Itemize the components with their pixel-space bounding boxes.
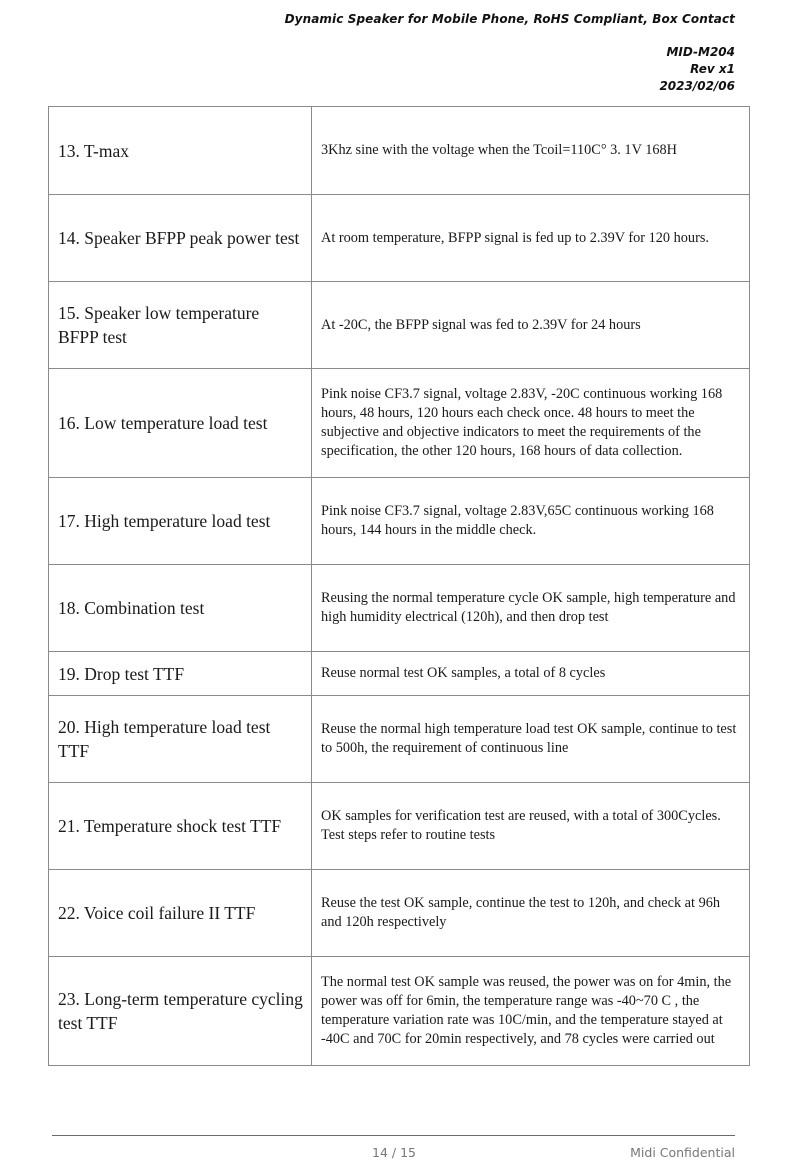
table-row <box>49 107 750 195</box>
table-row <box>49 369 750 478</box>
table-row <box>49 282 750 369</box>
table-row <box>49 652 750 696</box>
confidential-label: Midi Confidential <box>630 1145 735 1160</box>
test-name: 23. Long-term temperature cycling test TTF <box>49 957 312 1066</box>
test-description: The normal test OK sample was reused, the power was on for 4min, the power was off for 6min, the temperature range was -40~70 C , the temperature variation rate was 10C/min, and the temperature stayed at -40C and 70C for 20min respectively, and 78 cycles were carried out <box>312 957 750 1066</box>
test-name: 14. Speaker BFPP peak power test <box>49 195 312 282</box>
test-description: Reuse the test OK sample, continue the test to 120h, and check at 96h and 120h respectively <box>312 870 750 957</box>
document-id: MID-M204 <box>666 45 735 59</box>
test-name: 16. Low temperature load test <box>49 369 312 478</box>
test-description: Reuse the normal high temperature load test OK sample, continue to test to 500h, the requirement of continuous line <box>312 696 750 783</box>
table-row <box>49 696 750 783</box>
test-description: At room temperature, BFPP signal is fed up to 2.39V for 120 hours. <box>312 195 750 282</box>
test-name: 19. Drop test TTF <box>49 652 312 696</box>
footer-divider <box>52 1135 735 1136</box>
document-date: 2023/02/06 <box>659 79 735 93</box>
test-description: 3Khz sine with the voltage when the Tcoil=110C° 3. 1V 168H <box>312 107 750 195</box>
table-row <box>49 870 750 957</box>
test-name: 20. High temperature load test TTF <box>49 696 312 783</box>
page-number: 14 / 15 <box>372 1145 416 1160</box>
document-meta <box>285 44 735 95</box>
test-name: 15. Speaker low temperature BFPP test <box>49 282 312 369</box>
table-row <box>49 195 750 282</box>
table-row <box>49 565 750 652</box>
table-row <box>49 783 750 870</box>
document-header <box>285 12 735 95</box>
test-name: 22. Voice coil failure II TTF <box>49 870 312 957</box>
test-description: Reuse normal test OK samples, a total of 8 cycles <box>312 652 750 696</box>
test-description: OK samples for verification test are reused, with a total of 300Cycles. Test steps refer to routine tests <box>312 783 750 870</box>
document-revision: Rev x1 <box>690 62 735 76</box>
test-description: At -20C, the BFPP signal was fed to 2.39V for 24 hours <box>312 282 750 369</box>
test-name: 17. High temperature load test <box>49 478 312 565</box>
test-spec-table <box>48 106 750 1066</box>
test-description: Pink noise CF3.7 signal, voltage 2.83V,65C continuous working 168 hours, 144 hours in the middle check. <box>312 478 750 565</box>
test-name: 18. Combination test <box>49 565 312 652</box>
table-row <box>49 957 750 1066</box>
test-name: 13. T-max <box>49 107 312 195</box>
table-row <box>49 478 750 565</box>
test-description: Reusing the normal temperature cycle OK sample, high temperature and high humidity electrical (120h), and then drop test <box>312 565 750 652</box>
document-title: Dynamic Speaker for Mobile Phone, RoHS Compliant, Box Contact <box>284 12 735 26</box>
test-name: 21. Temperature shock test TTF <box>49 783 312 870</box>
test-description: Pink noise CF3.7 signal, voltage 2.83V, -20C continuous working 168 hours, 48 hours, 120 hours each check once. 48 hours to meet the subjective and objective indicators to meet the requirements of the specification, the other 120 hours, 168 hours of data collection. <box>312 369 750 478</box>
